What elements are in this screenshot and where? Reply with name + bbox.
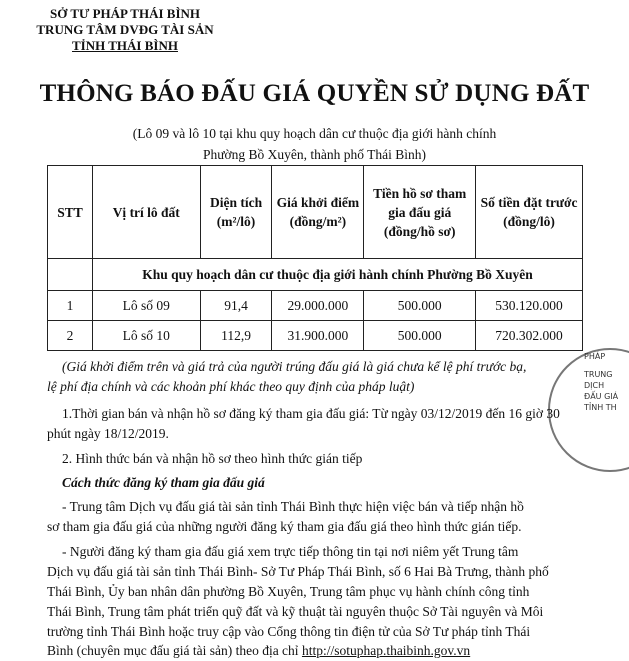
stamp-text: ĐẤU GIÁ	[584, 392, 619, 401]
para-1-line-1: - Trung tâm Dịch vụ đấu giá tài sản tỉnh Thái Bình thực hiện việc bán và tiếp nhận hồ	[62, 499, 524, 514]
item-2: 2. Hình thức bán và nhận hồ sơ theo hình thức gián tiếp	[62, 451, 363, 466]
cell-location: Lô số 09	[92, 291, 200, 321]
cell-fee: 500.000	[364, 291, 476, 321]
province-name: TỈNH THÁI BÌNH	[72, 38, 178, 53]
group-label: Khu quy hoạch dân cư thuộc địa giới hành chính Phường Bồ Xuyên	[92, 259, 582, 291]
stamp-text: DỊCH	[584, 381, 605, 390]
cell-stt: 1	[48, 291, 93, 321]
table-header-row	[48, 166, 583, 259]
para-1-line-2: sơ tham gia đấu giá của những người đăng ký tham gia đấu giá theo hình thức gián tiếp.	[47, 519, 522, 534]
para-2-line-1: - Người đăng ký tham gia đấu giá xem trực tiếp thông tin tại nơi niêm yết Trung tâm	[62, 544, 519, 559]
para-2-line-5: trường tỉnh Thái Bình hoặc truy cập vào Cổng thông tin điện tử của Sở Tư pháp tỉnh Thái	[47, 624, 531, 639]
item-1-line-1: 1.Thời gian bán và nhận hồ sơ đăng ký tham gia đấu giá: Từ ngày 03/12/2019 đến 16 giờ 30	[62, 406, 560, 421]
agency-name: SỞ TƯ PHÁP THÁI BÌNH	[49, 6, 200, 21]
cell-location: Lô số 10	[92, 321, 200, 351]
table-row	[48, 291, 583, 321]
note-line-1: (Giá khởi điểm trên và giá trả của người trúng đấu giá là giá chưa kể lệ phí trước bạ,	[62, 359, 527, 374]
item-1-line-2: phút ngày 18/12/2019.	[47, 426, 169, 441]
subtitle-line-2: Phường Bồ Xuyên, thành phố Thái Bình)	[202, 147, 427, 162]
para-2-line-3: Thái Bình, Ủy ban nhân dân phường Bồ Xuyên, Trung tâm phục vụ hành chính công tỉnh	[47, 584, 530, 599]
cell-price: 29.000.000	[272, 291, 364, 321]
header-deposit: Số tiền đặt trước (đồng/lô)	[476, 166, 583, 259]
note-line-2: lệ phí địa chính và các khoản phí khác theo quy định của pháp luật)	[47, 379, 415, 394]
cell-price: 31.900.000	[272, 321, 364, 351]
cell-fee: 500.000	[364, 321, 476, 351]
header-stt: STT	[48, 166, 93, 259]
header-location: Vị trí lô đất	[92, 166, 200, 259]
cell-area: 91,4	[200, 291, 272, 321]
subtitle-line-1: (Lô 09 và lô 10 tại khu quy hoạch dân cư thuộc địa giới hành chính	[132, 126, 497, 141]
cell-deposit: 530.120.000	[476, 291, 583, 321]
page-title: THÔNG BÁO ĐẤU GIÁ QUYỀN SỬ DỤNG ĐẤT	[39, 80, 590, 107]
center-name: TRUNG TÂM DVĐG TÀI SẢN	[36, 22, 214, 37]
table-group-row	[48, 259, 583, 291]
header-fee: Tiền hồ sơ tham gia đấu giá (đồng/hồ sơ)	[364, 166, 476, 259]
cell-stt: 2	[48, 321, 93, 351]
section-heading: Cách thức đăng ký tham gia đấu giá	[62, 475, 265, 490]
cell-area: 112,9	[200, 321, 272, 351]
para-2-line-6	[47, 641, 627, 661]
stamp-text: TỈNH TH	[584, 403, 617, 412]
header-price: Giá khởi điểm (đồng/m²)	[272, 166, 364, 259]
table-row	[48, 321, 583, 351]
stamp-text: PHÁP	[584, 352, 606, 361]
para-2-line-6-text: Bình (chuyên mục đấu giá tài sản) theo địa chỉ	[47, 643, 302, 658]
para-2-line-2: Dịch vụ đấu giá tài sản tỉnh Thái Bình- Sở Tư Pháp Thái Bình, số 6 Hai Bà Trưng, thành phố	[47, 564, 549, 579]
para-2-line-4: Thái Bình, Trung tâm phát triển quỹ đất và kỹ thuật tài nguyên thuộc Sở Tài nguyên và Môi	[47, 604, 544, 619]
header-area: Diện tích (m²/lô)	[200, 166, 272, 259]
auction-table	[47, 165, 583, 351]
cell-deposit: 720.302.000	[476, 321, 583, 351]
website-link[interactable]: http://sotuphap.thaibinh.gov.vn	[301, 643, 471, 658]
stamp-text: TRUNG	[584, 370, 613, 379]
